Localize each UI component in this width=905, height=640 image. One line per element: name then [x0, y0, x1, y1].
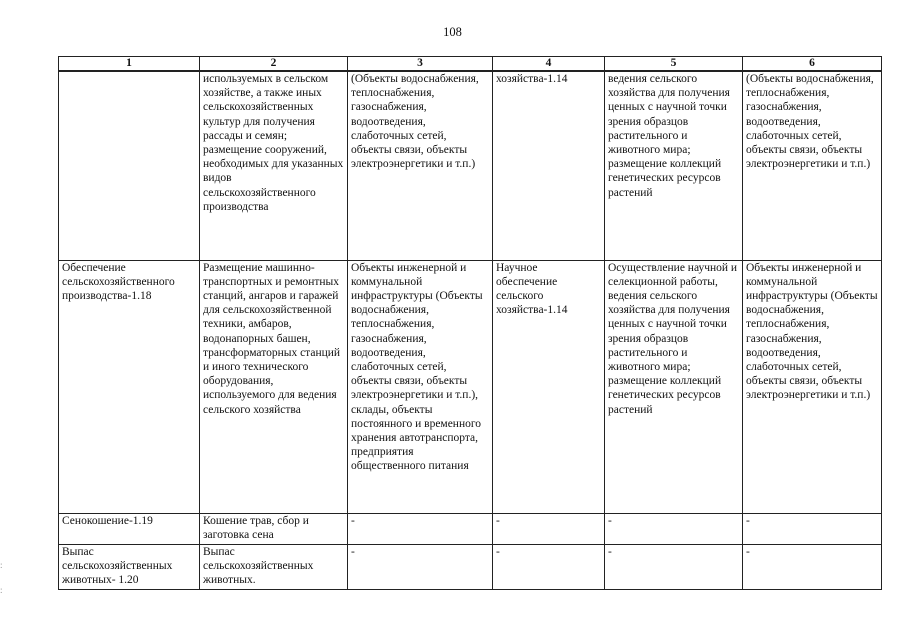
table-cell: - [493, 513, 605, 544]
table-cell: - [605, 513, 743, 544]
column-header: 5 [605, 57, 743, 72]
column-header: 1 [59, 57, 200, 72]
zoning-table [58, 56, 882, 590]
table-cell: Обеспечение сельскохозяйственного производства-1.18 [59, 260, 200, 513]
column-header: 3 [348, 57, 493, 72]
scan-edge-mark: : [0, 560, 3, 570]
table-row [59, 513, 882, 544]
table-cell: хозяйства-1.14 [493, 71, 605, 260]
table-cell: - [348, 544, 493, 589]
table-row [59, 71, 882, 260]
table-cell: (Объекты водоснабжения, теплоснабжения, газоснабжения, водоотведения, слаботочных сетей, объекты связи, объекты электроэнергетики и т.п.) [743, 71, 882, 260]
table-row [59, 260, 882, 513]
column-header: 6 [743, 57, 882, 72]
table-cell: - [493, 544, 605, 589]
table-cell: Кошение трав, сбор и заготовка сена [200, 513, 348, 544]
table-cell: используемых в сельском хозяйстве, а также иных сельскохозяйственных культур для получения рассады и семян; размещение сооружений, необходимых для указанных видов сельскохозяйственного производства [200, 71, 348, 260]
table-row [59, 544, 882, 589]
table-cell: (Объекты водоснабжения, теплоснабжения, газоснабжения, водоотведения, слаботочных сетей, объекты связи, объекты электроэнергетики и т.п.) [348, 71, 493, 260]
table-cell: Объекты инженерной и коммунальной инфраструктуры (Объекты водоснабжения, теплоснабжения, газоснабжения, водоотведения, слаботочных сетей, объекты связи, объекты электроэнергетики и т.п.) [743, 260, 882, 513]
table-cell: Сенокошение-1.19 [59, 513, 200, 544]
column-header: 2 [200, 57, 348, 72]
table-cell: Размещение машинно-транспортных и ремонтных станций, ангаров и гаражей для сельскохозяйственной техники, амбаров, водонапорных башен, трансформаторных станций и иного технического оборудования, используемого для ведения сельского хозяйства [200, 260, 348, 513]
table-cell: Осуществление научной и селекционной работы, ведения сельского хозяйства для получения ценных с научной точки зрения образцов растительного и животного мира; размещение коллекций генетических ресурсов растений [605, 260, 743, 513]
table-cell: Выпас сельскохозяйственных животных- 1.20 [59, 544, 200, 589]
table-cell [59, 71, 200, 260]
table-cell: Выпас сельскохозяйственных животных. [200, 544, 348, 589]
scan-edge-mark: : [0, 585, 3, 595]
column-header: 4 [493, 57, 605, 72]
table-cell: - [743, 544, 882, 589]
table-cell: - [605, 544, 743, 589]
table-cell: ведения сельского хозяйства для получения ценных с научной точки зрения образцов растительного и животного мира; размещение коллекций генетических ресурсов растений [605, 71, 743, 260]
page-number: 108 [443, 25, 462, 39]
table-cell: - [743, 513, 882, 544]
table-header-row [59, 57, 882, 72]
table-cell: Научное обеспечение сельского хозяйства-1.14 [493, 260, 605, 513]
table-cell: - [348, 513, 493, 544]
table-cell: Объекты инженерной и коммунальной инфраструктуры (Объекты водоснабжения, теплоснабжения, газоснабжения, водоотведения, слаботочных сетей, объекты связи, объекты электроэнергетики и т.п.), склады, объекты постоянного и временного хранения автотранспорта, предприятия общественного питания [348, 260, 493, 513]
